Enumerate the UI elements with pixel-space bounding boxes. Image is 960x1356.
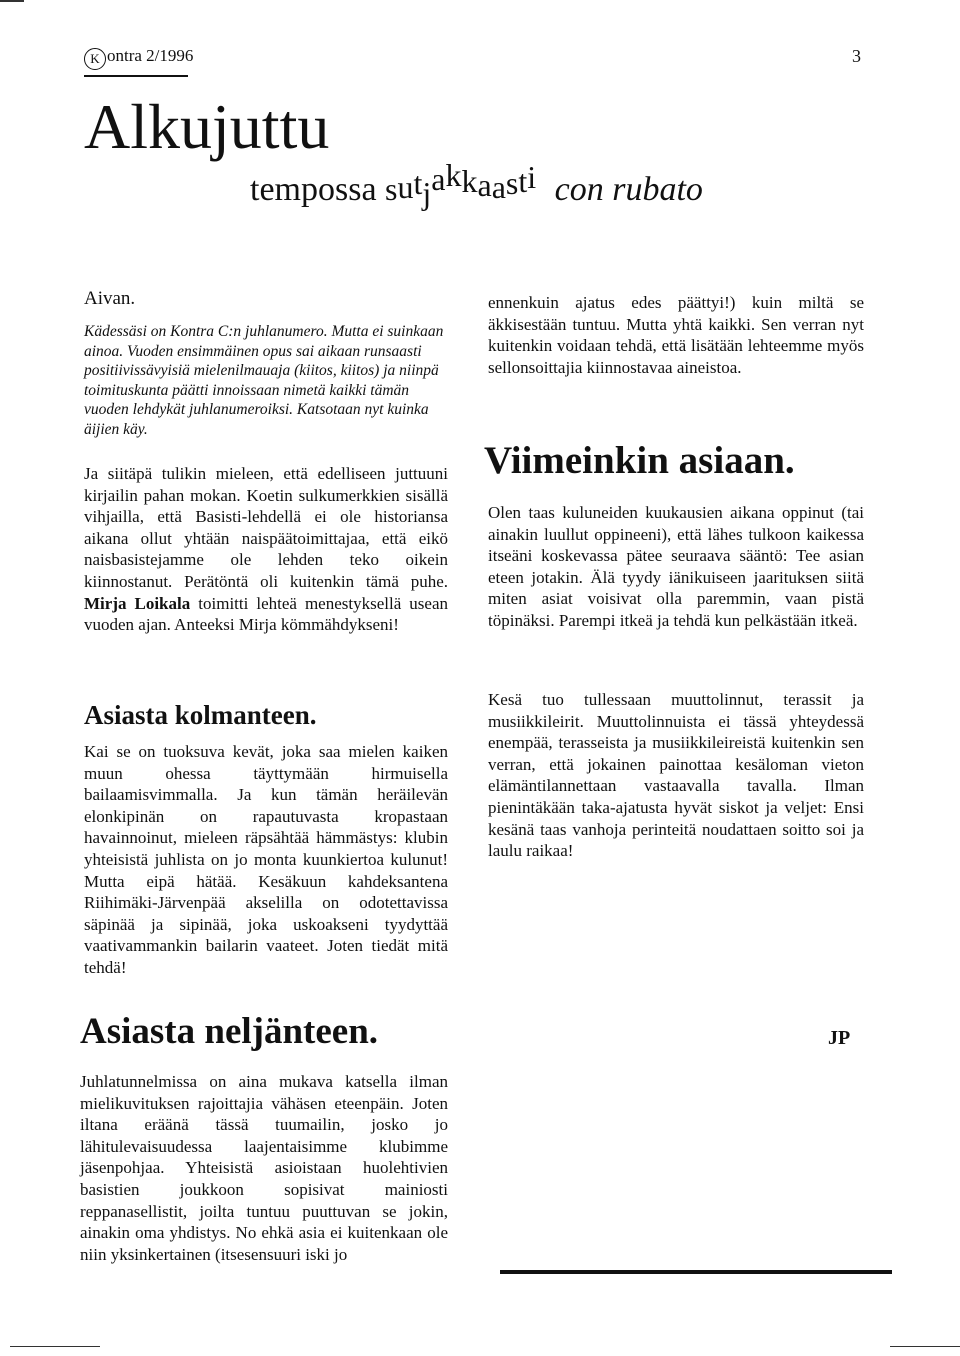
end-rule xyxy=(500,1270,892,1274)
author-signature: JP xyxy=(828,1027,851,1049)
scan-edge-line-left xyxy=(10,1346,100,1347)
subtitle-wavy-letter: s xyxy=(505,165,519,201)
paragraph-spring-party: Kai se on tuoksuva kevät, joka saa mielen kaiken muun ohessa täyttymään hirmuisella bailaamisvimmalla. Ja kun tämän heräilevän elonkipinän on rapautuvasta kropastaan havainnoinut, mieleen räpsähtää hämmästys: klubin yhteisistä juhlista on jo monta kuunkiertoa kulunut! Mutta eipä hätää. Kesäkuun kahdeksantena Riihimäki-Järvenpää akselilla on odotettavissa säpinää ja sipinää, joka uskoakseni tyydyttää vaativammankin bailarin vaateet. Joten tiedät mitä tehdä! xyxy=(84,742,448,977)
intro-paragraph: Kädessäsi on Kontra C:n juhlanumero. Mutta ei suinkaan ainoa. Vuoden ensimmäinen opus sai aikaan runsaasti positiivissävyisiä mielenilmauaja (kiitos, kiitos) ja niinpä toimituskunta päätti innoissaan nimetä kaikki tämän vuoden lehdykät juhlanumeroiksi. Katsotaan nyt kuinka äijien käy. xyxy=(84,323,444,438)
paragraph-rule: Olen taas kuluneiden kuukausien aikana oppinut (tai ainakin luullut oppineeni), että lähes tulkoon kaikessa itseäni koskevassa pätee seuraava sääntö: Tee asian eteen jotakin. Älä tyydy iänikuiseen jaarituksen siitä miten asiat voisivat olla paremmin, vaan pistä töpinäksi. Parempi itkeä ja tehdä kun pelkästään itkeä. xyxy=(488,503,864,630)
subtitle-wavy-letter: a xyxy=(491,169,506,205)
page-number: 3 xyxy=(852,46,861,66)
subtitle-wavy-letter: a xyxy=(477,167,492,203)
subtitle-wavy-letter: t xyxy=(518,163,528,199)
apology-name: Mirja Loikala xyxy=(84,593,191,613)
masthead-logo xyxy=(84,46,193,70)
scan-edge-line-right xyxy=(890,1346,960,1347)
paragraph-membership: Juhlatunnelmissa on aina mukava katsella ilman mielikuvituksen rajoittajia vähäsen eteenpäin. Joten iltana eräänä tässä tuumailin, josko jo lähitulevaisuudessa laajentaisimme klubimme jäsenpohjaa. Yhteisistä asioistaan huolehtivien basistien joukkoon sopisivat mainiosti reppanasellistit, joilta tuntuu puuttuvan se jokin, ainakin oma yhdistys. No ehkä asia ei kuitenkaan ole niin yksinkertainen (itsesensuuri iski jo xyxy=(80,1072,448,1264)
subtitle-wavy-letter: t xyxy=(413,165,423,201)
subtitle-wavy-letter: a xyxy=(431,161,446,197)
subtitle-wavy-letter: j xyxy=(422,175,432,211)
lead-word: Aivan. xyxy=(84,288,136,309)
subtitle-wavy-letter: s xyxy=(385,171,398,207)
heading-kolmanteen: Asiasta kolmanteen. xyxy=(84,700,317,730)
subtitle-wavy-letter: k xyxy=(445,157,462,193)
scan-edge-mark xyxy=(0,0,24,2)
apology-text-after: toimitti lehteä menestyksellä usean vuoden ajan. Anteeksi Mirja kömmähdykseni! xyxy=(84,593,448,635)
masthead-underline xyxy=(84,75,188,77)
subtitle-wavy xyxy=(385,157,537,211)
subtitle-wavy-letter: k xyxy=(461,163,478,199)
masthead-issue: ontra 2/1996 xyxy=(107,46,194,65)
article-subtitle xyxy=(250,157,703,212)
article-title: Alkujuttu xyxy=(84,91,330,162)
subtitle-italic: con rubato xyxy=(554,171,703,208)
paragraph-cellists: ennenkuin ajatus edes päättyi!) kuin miltä se äkkisestään tuntuu. Mutta yhtä kaikki. Sen verran nyt kuitenkin voidaan tehdä, että lisätään lehteemme myös sellonsoittajia kiinnostavaa aineistoa. xyxy=(488,293,864,377)
subtitle-wavy-letter: u xyxy=(397,169,414,205)
heading-viimeinkin: Viimeinkin asiaan. xyxy=(484,439,795,482)
apology-text-before: Ja siitäpä tulikin mieleen, että edelliseen juttuuni kirjailin pahan mokan. Koetin sulkumerkkien sisällä vihjailla, että Basisti-lehdellä ei ole historiansa aikana ollut yhtään naispäätoimittajaa, että eikö naisbasistejamme ole lehden teko oikein kiinnostanut. Perätöntä oli kuitenkin tämä puhe. xyxy=(84,464,448,591)
logo-circle-letter: K xyxy=(84,48,106,70)
paragraph-apology xyxy=(84,463,448,636)
subtitle-wavy-letter: i xyxy=(527,159,537,195)
heading-neljanteen: Asiasta neljänteen. xyxy=(80,1011,379,1052)
paragraph-summer: Kesä tuo tullessaan muuttolinnut, terassit ja musiikkileirit. Muuttolinnuista ei tässä yhteydessä enempää, terasseista ja musiikkileireistä kuitenkin sen verran, että jokainen painottaa kesäloman vieton elämäntilannettaan vastaavalla tavalla. Ilman pienintäkään taka-ajatusta hyvät siskot ja veljet: Ensi kesänä taas vanhoja perinteitä noudattaen soitto soi ja laulu raikaa! xyxy=(488,690,864,861)
subtitle-plain: tempossa xyxy=(250,171,377,208)
